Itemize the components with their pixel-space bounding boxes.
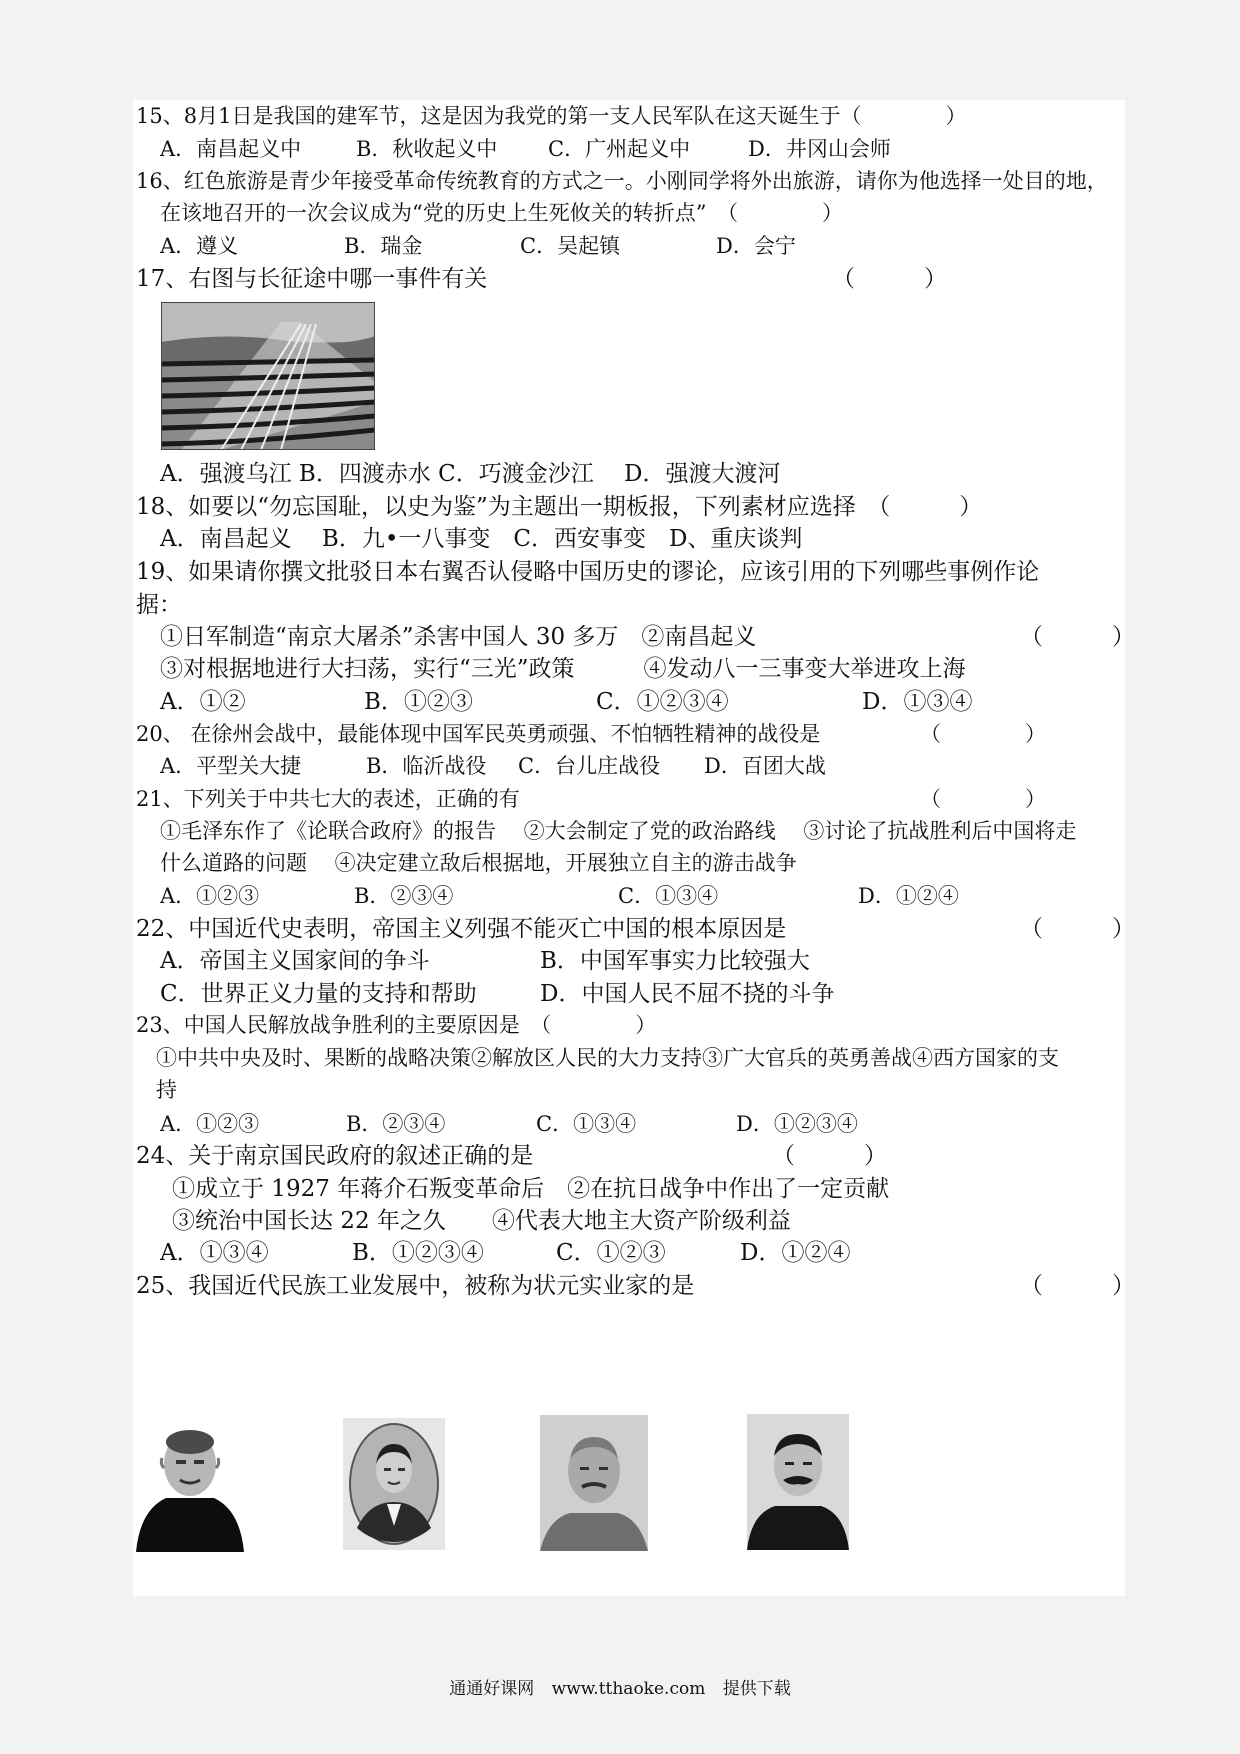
footer-site-name: 通通好课网 xyxy=(449,1679,535,1699)
question-16-stem-line1: 16、红色旅游是青少年接受革命传统教育的方式之一。小刚同学将外出旅游，请你为他选择一处目的地， xyxy=(136,169,1108,193)
portrait-a xyxy=(136,1418,244,1552)
question-16-stem-line2: 在该地召开的一次会议成为“党的历史上生死攸关的转折点” （ ） xyxy=(160,201,843,225)
question-24-answer-paren: （ ） xyxy=(772,1143,887,1169)
footer-url[interactable]: www.tthaoke.com xyxy=(551,1679,706,1699)
question-19-item-1-2: ①日军制造“南京大屠杀”杀害中国人 30 多万 ②南昌起义 xyxy=(160,624,757,650)
question-23-item-line1: ①中共中央及时、果断的战略决策②解放区人民的大力支持③广大官兵的英勇善战④西方国家的支 xyxy=(156,1046,1059,1070)
portrait-c xyxy=(540,1415,648,1551)
question-20-option-a: A．平型关大捷 xyxy=(160,754,302,778)
question-23-option-d: D．①②③④ xyxy=(736,1112,858,1136)
question-21-option-c: C．①③④ xyxy=(618,884,719,908)
question-15-stem: 15、8月1日是我国的建军节，这是因为我党的第一支人民军队在这天诞生于（ ） xyxy=(136,104,967,128)
question-25-answer-paren: （ ） xyxy=(1020,1273,1135,1299)
question-15-option-a: A．南昌起义中 xyxy=(160,137,302,161)
question-21-option-d: D．①②④ xyxy=(858,884,959,908)
portrait-d xyxy=(747,1414,849,1550)
question-22-option-c: C．世界正义力量的支持和帮助 xyxy=(160,981,477,1007)
question-23-stem: 23、中国人民解放战争胜利的主要原因是 （ ） xyxy=(136,1013,657,1037)
question-15-option-d: D．井冈山会师 xyxy=(748,137,891,161)
question-24-item-1-2: ①成立于 1927 年蒋介石叛变革命后 ②在抗日战争中作出了一定贡献 xyxy=(172,1176,890,1202)
question-21-option-a: A．①②③ xyxy=(160,884,260,908)
question-19-item-3-4: ③对根据地进行大扫荡，实行“三光”政策 ④发动八一三事变大举进攻上海 xyxy=(160,656,966,682)
question-22-stem: 22、中国近代史表明，帝国主义列强不能灭亡中国的根本原因是 xyxy=(136,916,787,942)
question-16-option-b: B．瑞金 xyxy=(344,234,423,258)
question-22-answer-paren: （ ） xyxy=(1020,916,1135,942)
question-23-option-a: A．①②③ xyxy=(160,1112,260,1136)
question-18-stem: 18、如要以“勿忘国耻，以史为鉴”为主题出一期板报，下列素材应选择 （ ） xyxy=(136,494,983,520)
question-24-option-c: C．①②③ xyxy=(556,1240,666,1266)
question-19-answer-paren: （ ） xyxy=(1020,624,1135,650)
question-21-stem: 21、下列关于中共七大的表述，正确的有 xyxy=(136,787,520,811)
question-16-option-c: C．吴起镇 xyxy=(520,234,621,258)
question-23-option-c: C．①③④ xyxy=(536,1112,637,1136)
question-25-stem: 25、我国近代民族工业发展中，被称为状元实业家的是 xyxy=(136,1273,695,1299)
question-24-item-3-4: ③统治中国长达 22 年之久 ④代表大地主大资产阶级利益 xyxy=(172,1208,791,1234)
question-17-options: A．强渡乌江 B．四渡赤水 C．巧渡金沙江 D．强渡大渡河 xyxy=(160,461,781,487)
question-23-option-b: B．②③④ xyxy=(346,1112,446,1136)
portrait-b xyxy=(343,1418,445,1550)
question-24-option-d: D．①②④ xyxy=(740,1240,851,1266)
question-17-answer-paren: （ ） xyxy=(832,266,947,292)
question-16-option-a: A．遵义 xyxy=(160,234,239,258)
question-20-option-c: C．台儿庄战役 xyxy=(518,754,661,778)
question-24-option-a: A．①③④ xyxy=(160,1240,269,1266)
question-19-stem-line1: 19、如果请你撰文批驳日本右翼否认侵略中国历史的谬论，应该引用的下列哪些事例作论 xyxy=(136,559,1040,585)
question-21-option-b: B．②③④ xyxy=(354,884,454,908)
question-15-option-c: C．广州起义中 xyxy=(548,137,691,161)
question-21-item-line1: ①毛泽东作了《论联合政府》的报告 ②大会制定了党的政治路线 ③讨论了抗战胜利后中国将走 xyxy=(160,819,1077,843)
question-16-option-d: D．会宁 xyxy=(716,234,796,258)
footer-suffix: 提供下载 xyxy=(722,1679,791,1699)
question-15-option-b: B．秋收起义中 xyxy=(356,137,498,161)
question-22-option-d: D．中国人民不屈不挠的斗争 xyxy=(540,981,835,1007)
question-19-option-b: B．①②③ xyxy=(364,689,473,715)
luding-bridge-photo xyxy=(161,302,375,450)
question-19-option-c: C．①②③④ xyxy=(596,689,729,715)
question-22-option-b: B．中国军事实力比较强大 xyxy=(540,948,810,974)
question-24-option-b: B．①②③④ xyxy=(352,1240,484,1266)
question-20-answer-paren: （ ） xyxy=(920,722,1046,746)
question-21-item-line2: 什么道路的问题 ④决定建立敌后根据地，开展独立自主的游击战争 xyxy=(160,851,797,875)
question-18-options: A．南昌起义 B．九•一八事变 C．西安事变 D、重庆谈判 xyxy=(160,526,803,552)
question-17-stem: 17、右图与长征途中哪一事件有关 xyxy=(136,266,488,292)
question-20-option-b: B．临沂战役 xyxy=(366,754,487,778)
question-20-option-d: D．百团大战 xyxy=(704,754,826,778)
question-22-option-a: A．帝国主义国家间的争斗 xyxy=(160,948,430,974)
question-23-item-line2: 持 xyxy=(156,1078,177,1102)
question-24-stem: 24、关于南京国民政府的叙述正确的是 xyxy=(136,1143,534,1169)
question-21-answer-paren: （ ） xyxy=(920,787,1046,811)
question-19-option-d: D．①③④ xyxy=(862,689,973,715)
question-19-option-a: A．①② xyxy=(160,689,246,715)
page-footer xyxy=(0,1674,1240,1699)
question-20-stem: 20、 在徐州会战中，最能体现中国军民英勇顽强、不怕牺牲精神的战役是 xyxy=(136,722,821,746)
question-19-stem-line2: 据： xyxy=(136,592,182,618)
